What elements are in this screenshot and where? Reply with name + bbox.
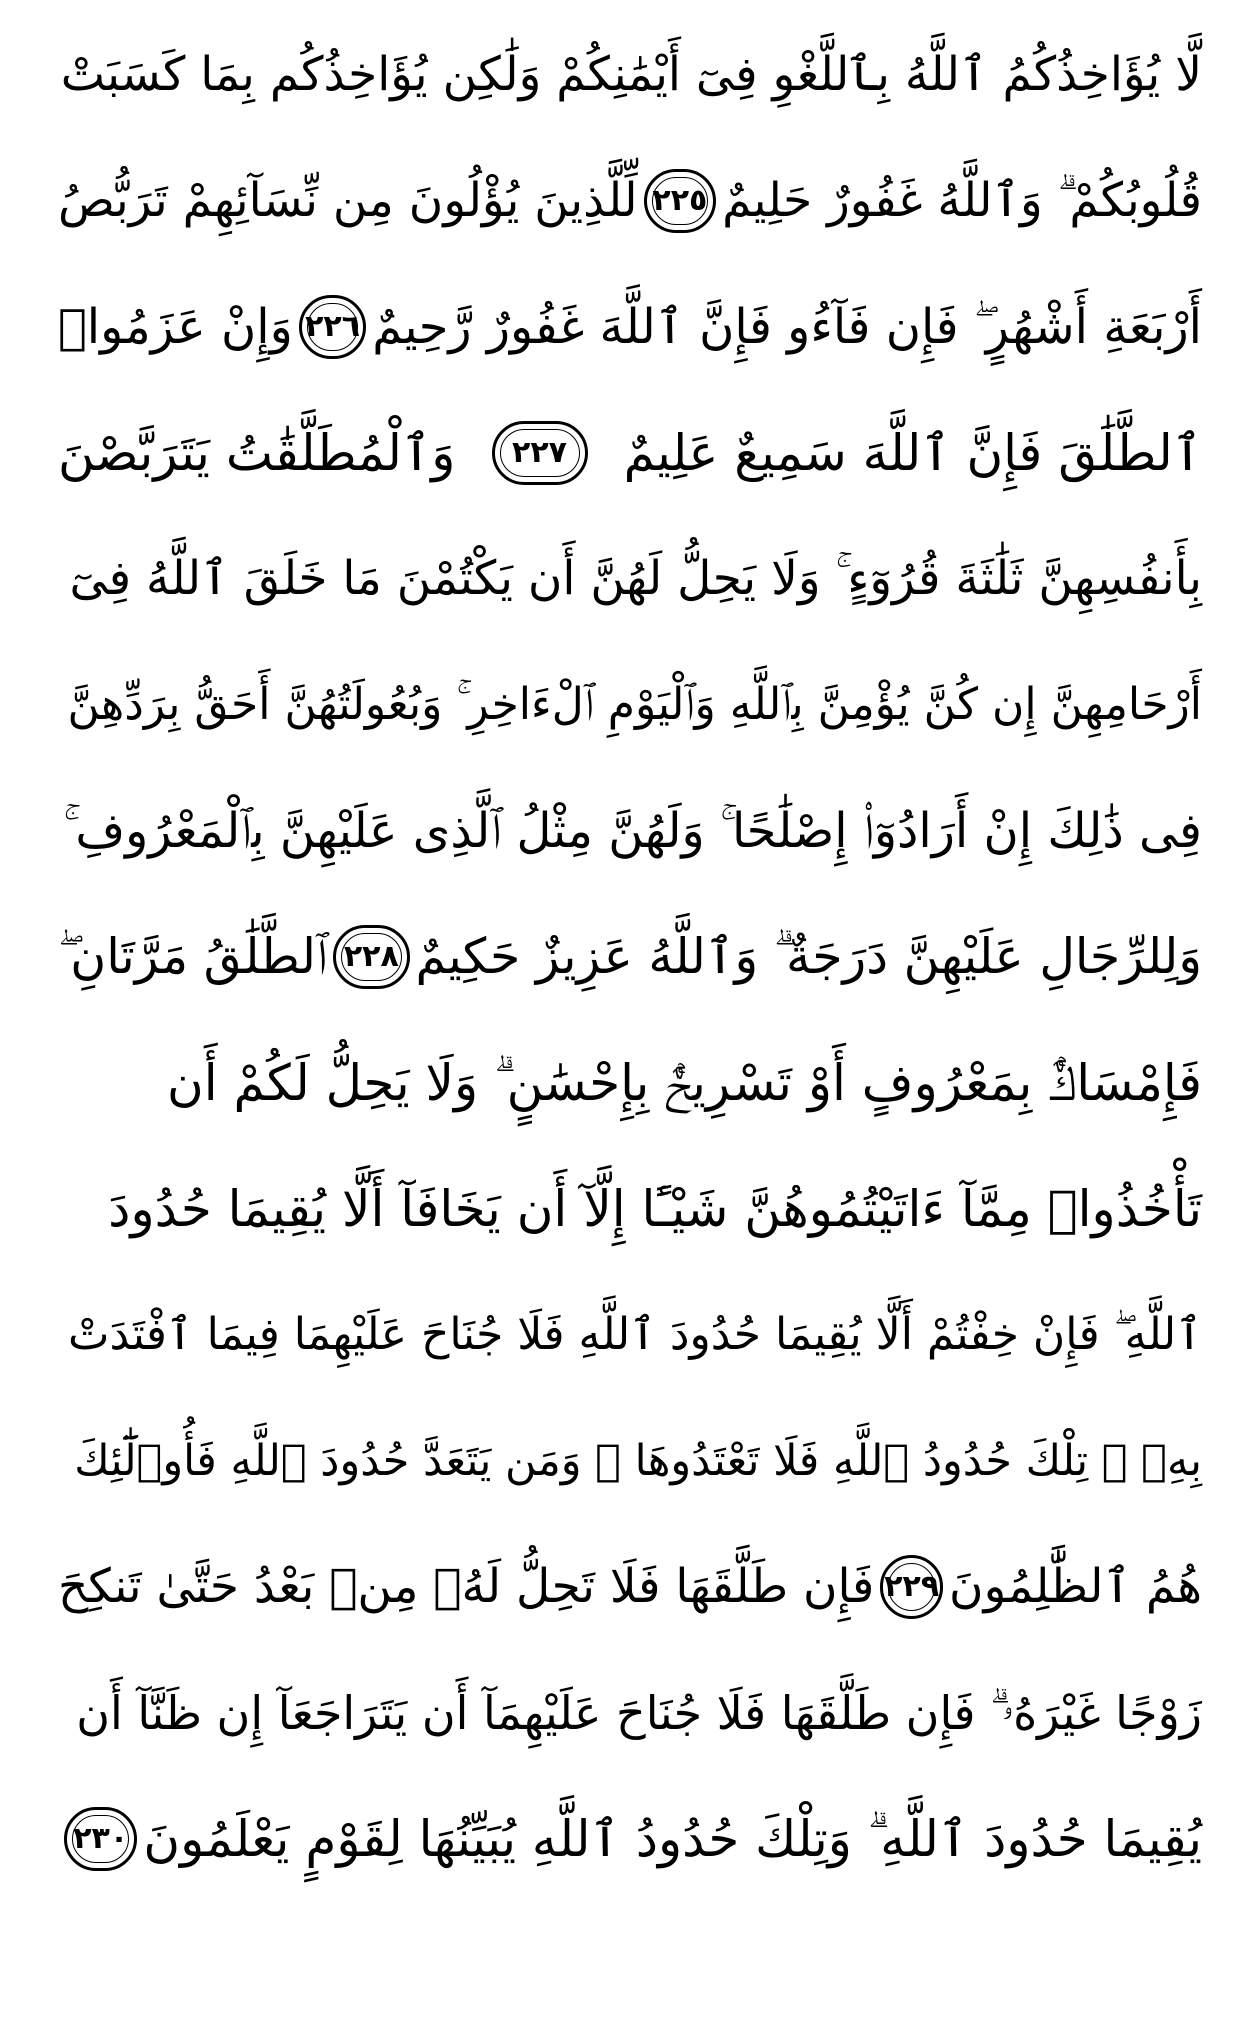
verse-text: زَوْجًا غَيْرَهُۥ ۗ فَإِن طَلَّقَهَا فَلَا جُنَاحَ عَلَيْهِمَآ أَن يَتَرَاجَعَآ إِن ظَنَّآ أَن [76, 1686, 1202, 1740]
ayah-number-marker [644, 169, 716, 233]
verse-text: بِهِۦ ۗ تِلْكَ حُدُودُ ٱللَّهِ فَلَا تَعْتَدُوهَا ۚ وَمَن يَتَعَدَّ حُدُودَ ٱللَّهِ فَأُو۟لَٰٓئِكَ [74, 1436, 1202, 1486]
verse-line [58, 138, 1202, 264]
ayah-number: ٢٢٥ [652, 183, 708, 218]
ayah-number-marker [880, 1555, 943, 1619]
verse-line [58, 516, 1202, 642]
verse-line [58, 1398, 1202, 1524]
verse-text: تَأْخُذُوا۟ مِمَّآ ءَاتَيْتُمُوهُنَّ شَيْـًٔا إِلَّآ أَن يَخَافَآ أَلَّا يُقِيمَا حُدُودَ [108, 1180, 1202, 1238]
verse-line [58, 390, 1202, 516]
verse-text: وَلِلرِّجَالِ عَلَيْهِنَّ دَرَجَةٌ ۗ وَٱللَّهُ عَزِيزٌ حَكِيمٌ [415, 928, 1202, 985]
verse-line [58, 12, 1202, 138]
verse-line [58, 1650, 1202, 1776]
ayah-number: ٢٢٧ [512, 435, 567, 470]
ayah-number-marker [492, 421, 588, 485]
verse-text: قُلُوبُكُمْ ۗ وَٱللَّهُ غَفُورٌ حَلِيمٌ [722, 173, 1202, 228]
verse-line [58, 1146, 1202, 1272]
verse-text: بِأَنفُسِهِنَّ ثَلَٰثَةَ قُرُوٓءٍ ۚ وَلَا يَحِلُّ لَهُنَّ أَن يَكْتُمْنَ مَا خَلَقَ ٱللَّهُ فِىٓ [69, 551, 1202, 606]
verse-text: فَإِمْسَاكٌۢ بِمَعْرُوفٍ أَوْ تَسْرِيحٌۢ بِإِحْسَٰنٍ ۗ وَلَا يَحِلُّ لَكُمْ أَن [167, 1054, 1202, 1112]
ayah-number: ٢٢٨ [343, 939, 399, 974]
verse-line [58, 1524, 1202, 1650]
verse-text: يُقِيمَا حُدُودَ ٱللَّهِ ۗ وَتِلْكَ حُدُودُ ٱللَّهِ يُبَيِّنُهَا لِقَوْمٍ يَعْلَمُونَ [143, 1810, 1202, 1868]
verse-line [58, 1272, 1202, 1398]
verse-line [58, 1020, 1202, 1146]
verse-line [58, 1776, 1202, 1902]
ayah-number: ٢٢٩ [884, 1569, 940, 1604]
verse-text: هُمُ ٱلظَّٰلِمُونَ [949, 1559, 1202, 1614]
verse-text: فِى ذَٰلِكَ إِنْ أَرَادُوٓا۟ إِصْلَٰحًا ۚ وَلَهُنَّ مِثْلُ ٱلَّذِى عَلَيْهِنَّ بِٱلْمَعْرُوفِ ۚ [63, 803, 1202, 859]
verse-text: فَإِن طَلَّقَهَا فَلَا تَحِلُّ لَهُۥ مِنۢ بَعْدُ حَتَّىٰ تَنكِحَ [58, 1559, 875, 1614]
verse-text: ٱلطَّلَٰقَ فَإِنَّ ٱللَّهَ سَمِيعٌ عَلِيمٌ [623, 424, 1202, 482]
verse-text: أَرْحَامِهِنَّ إِن كُنَّ يُؤْمِنَّ بِٱللَّهِ وَٱلْيَوْمِ ٱلْءَاخِرِ ۚ وَبُعُولَتُهُنَّ أَحَقُّ بِرَدِّهِنَّ [67, 679, 1202, 730]
verse-text: وَإِنْ عَزَمُوا۟ [58, 299, 293, 355]
ayah-number: ٢٢٦ [305, 309, 361, 344]
verse-text: ٱلطَّلَٰقُ مَرَّتَانِ ۖ [58, 928, 328, 985]
ayah-number-marker [333, 925, 409, 989]
ayah-number-marker [299, 295, 366, 359]
ayah-number: ٢٣٠ [73, 1821, 129, 1856]
verse-line [58, 894, 1202, 1020]
verse-text: ٱللَّهِ ۖ فَإِنْ خِفْتُمْ أَلَّا يُقِيمَا حُدُودَ ٱللَّهِ فَلَا جُنَاحَ عَلَيْهِمَا فِيمَا ٱفْتَدَتْ [68, 1309, 1202, 1360]
verse-text: لَّا يُؤَاخِذُكُمُ ٱللَّهُ بِٱللَّغْوِ فِىٓ أَيْمَٰنِكُمْ وَلَٰكِن يُؤَاخِذُكُم بِمَا كَسَبَتْ [60, 47, 1202, 102]
verse-line [58, 768, 1202, 894]
ayah-number-marker [64, 1807, 137, 1871]
verse-text: لِّلَّذِينَ يُؤْلُونَ مِن نِّسَآئِهِمْ تَرَبُّصُ [58, 173, 638, 228]
verse-line [58, 264, 1202, 390]
verse-text: وَٱلْمُطَلَّقَٰتُ يَتَرَبَّصْنَ [58, 424, 456, 482]
verse-text: أَرْبَعَةِ أَشْهُرٍ ۖ فَإِن فَآءُو فَإِنَّ ٱللَّهَ غَفُورٌ رَّحِيمٌ [372, 299, 1202, 355]
verse-line [58, 642, 1202, 768]
